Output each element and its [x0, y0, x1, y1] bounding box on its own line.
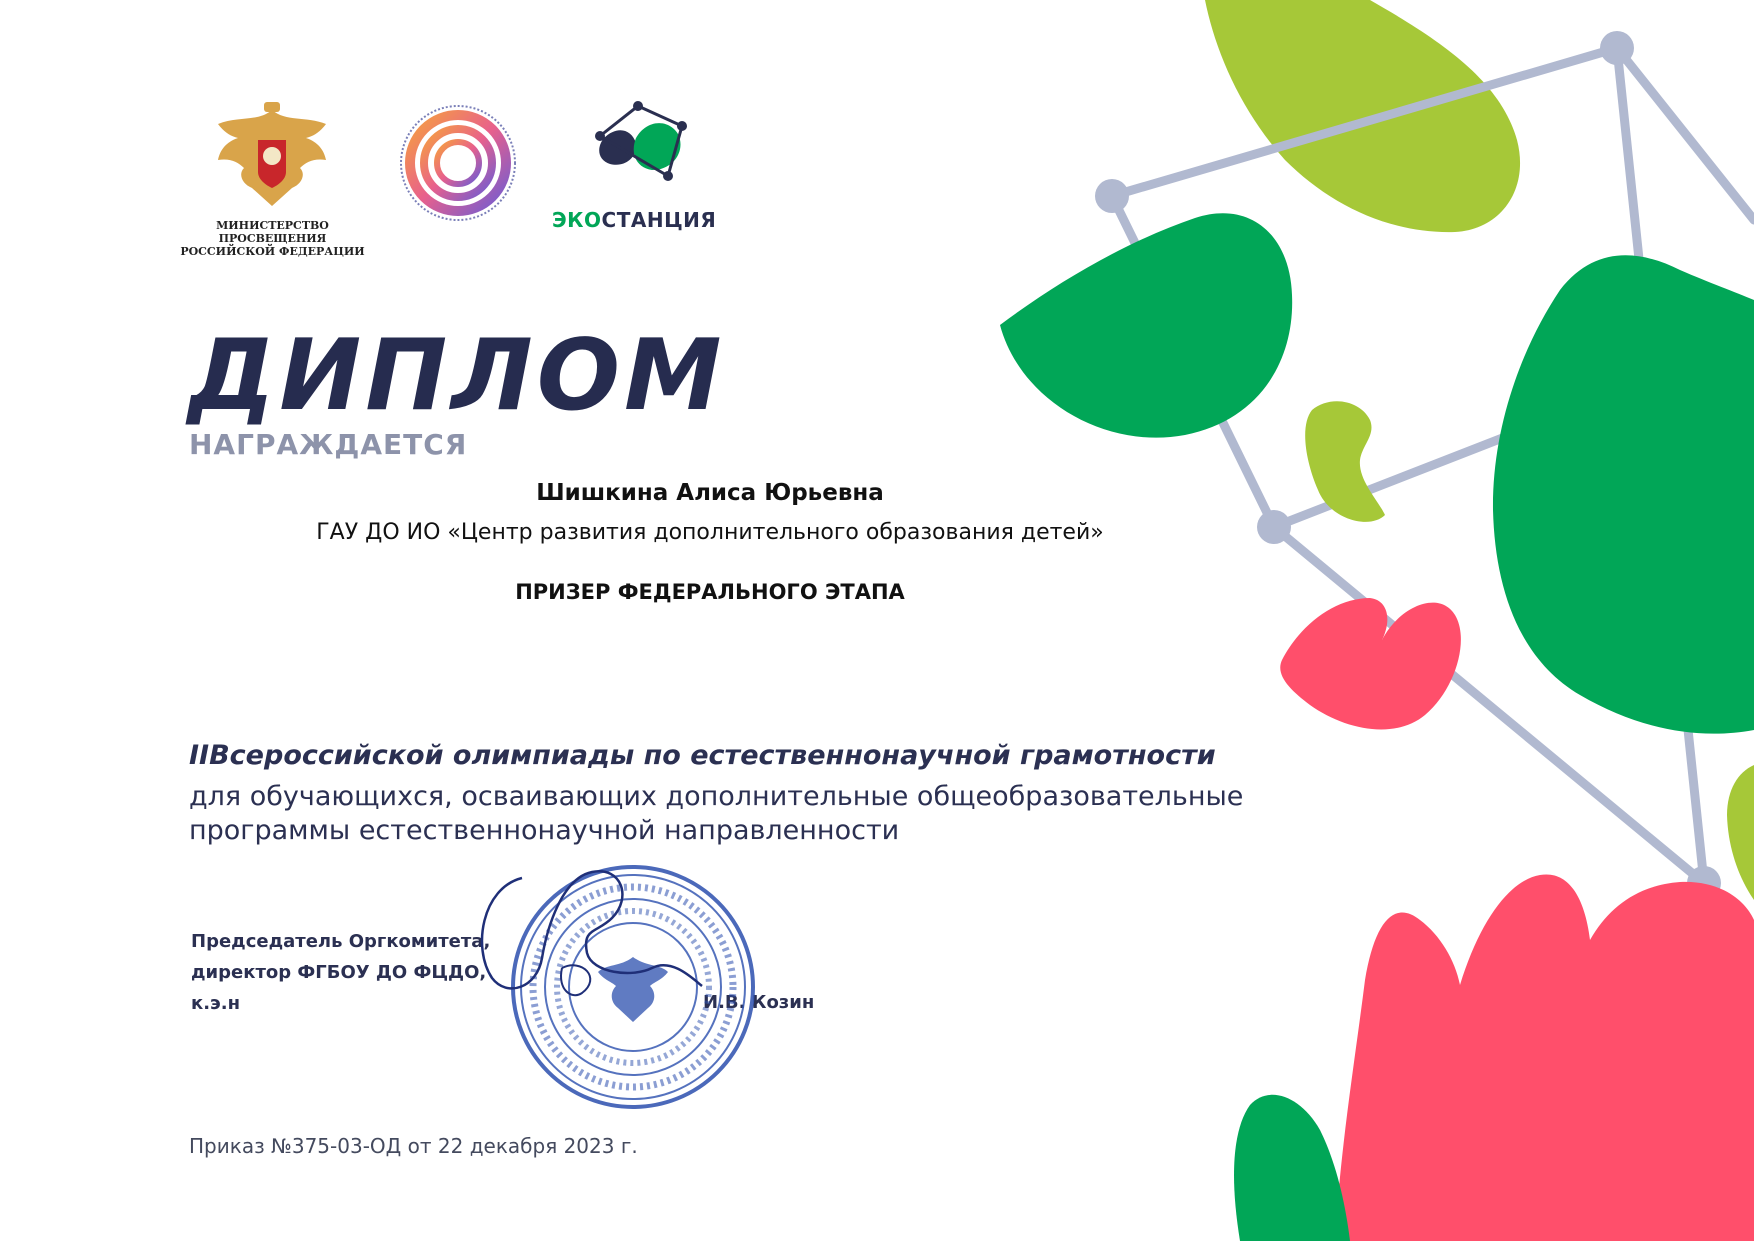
green-leaf-left-shape: [1000, 213, 1292, 437]
eco-station-logo-text: [552, 208, 716, 232]
green-leaf-right-shape: [1493, 255, 1754, 733]
pink-tulip-large-shape: [1335, 874, 1754, 1241]
lime-leaf-shape: [1205, 0, 1520, 232]
eco-suffix: СТАНЦИЯ: [601, 208, 717, 232]
olympiad-title: IIВсероссийской олимпиады по естественнонаучной грамотности: [189, 740, 1216, 771]
order-reference: Приказ №375-03-ОД от 22 декабря 2023 г.: [189, 1134, 638, 1158]
signer-position-line3: к.э.н: [191, 993, 240, 1014]
diploma-title: ДИПЛОМ: [188, 319, 726, 433]
lime-leaf-edge-shape: [1727, 765, 1754, 900]
recipient-organization: ГАУ ДО ИО «Центр развития дополнительного образования детей»: [316, 520, 1104, 545]
pink-tulip-small-shape: [1280, 598, 1461, 729]
ministry-line1: МИНИСТЕРСТВО ПРОСВЕЩЕНИЯ: [216, 219, 329, 245]
ministry-line2: РОССИЙСКОЙ ФЕДЕРАЦИИ: [180, 245, 365, 258]
signer-position-line1: Председатель Оргкомитета,: [191, 931, 491, 952]
award-status: ПРИЗЕР ФЕДЕРАЛЬНОГО ЭТАПА: [515, 580, 905, 604]
signer-position-line2: директор ФГБОУ ДО ФЦДО,: [191, 962, 487, 983]
eco-prefix: ЭКО: [552, 208, 602, 232]
eco-station-logo-icon: [586, 98, 696, 188]
signer-position: [191, 926, 490, 1019]
center-circular-logo-icon: [393, 102, 523, 224]
signer-name: И.В. Козин: [703, 992, 815, 1013]
green-leaf-bottom-shape: [1234, 1095, 1350, 1241]
lime-squiggle-shape: [1305, 401, 1385, 522]
diploma-subtitle: НАГРАЖДАЕТСЯ: [189, 428, 468, 461]
olympiad-line2: для обучающихся, осваивающих дополнительные общеобразовательные: [189, 781, 1244, 812]
ministry-emblem-icon: [208, 102, 336, 218]
recipient-name: Шишкина Алиса Юрьевна: [536, 480, 884, 506]
handwritten-signature-icon: [462, 858, 752, 1018]
olympiad-line3: программы естественнонаучной направленности: [189, 815, 900, 846]
ministry-logo-text: [180, 219, 365, 258]
